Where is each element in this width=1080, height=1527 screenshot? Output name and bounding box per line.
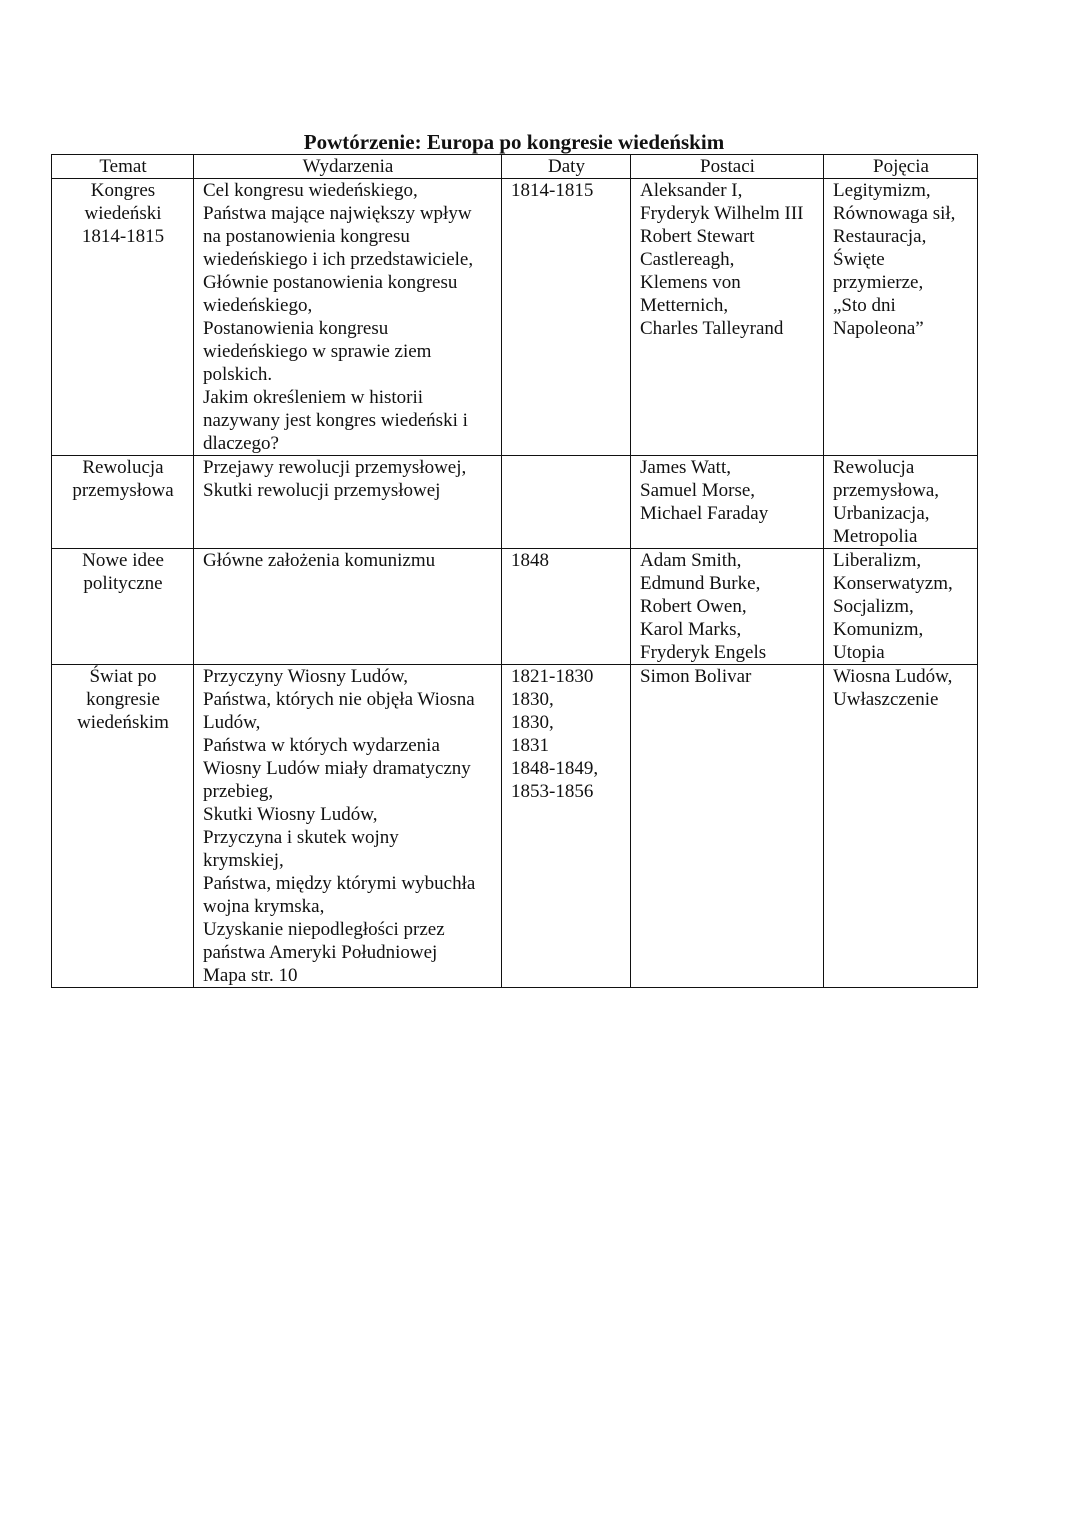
person-line: Fryderyk Engels: [640, 642, 767, 663]
event-line: krymskiej,: [203, 850, 284, 871]
events-cell: [194, 549, 502, 665]
events-cell: [194, 179, 502, 456]
concept-line: Święte: [833, 249, 885, 270]
event-line: polskich.: [203, 364, 273, 385]
people-cell: [631, 456, 824, 549]
date-line: 1848: [511, 550, 549, 571]
dates-cell: [502, 456, 631, 549]
topic-line: wiedeńskim: [77, 712, 169, 733]
event-line: przebieg,: [203, 781, 274, 802]
concept-line: Komunizm,: [833, 619, 924, 640]
date-line: 1830,: [511, 689, 554, 710]
date-line: 1848-1849,: [511, 758, 599, 779]
person-line: Michael Faraday: [640, 503, 769, 524]
event-line: dlaczego?: [203, 433, 279, 454]
event-line: Postanowienia kongresu: [203, 318, 389, 339]
event-line: Państwa, których nie objęła Wiosna: [203, 689, 475, 710]
event-line: Państwa, między którymi wybuchła: [203, 873, 476, 894]
header-topic: Temat: [52, 155, 194, 179]
person-line: Robert Owen,: [640, 596, 747, 617]
concept-line: Równowaga sił,: [833, 203, 956, 224]
event-line: Skutki rewolucji przemysłowej: [203, 480, 441, 501]
header-row: [52, 155, 978, 179]
person-line: Edmund Burke,: [640, 573, 761, 594]
event-line: wiedeńskiego i ich przedstawiciele,: [203, 249, 474, 270]
event-line: Państwa mające największy wpływ: [203, 203, 472, 224]
topic-line: Kongres: [90, 180, 156, 201]
concept-line: Rewolucja: [833, 457, 915, 478]
topic-cell: [52, 549, 194, 665]
concept-line: Liberalizm,: [833, 550, 922, 571]
person-line: James Watt,: [640, 457, 731, 478]
person-line: Samuel Morse,: [640, 480, 756, 501]
event-line: Główne założenia komunizmu: [203, 550, 436, 571]
header-concepts: Pojęcia: [824, 155, 978, 179]
topic-cell: [52, 179, 194, 456]
page-title: Powtórzenie: Europa po kongresie wiedeńskim: [303, 130, 725, 154]
dates-cell: [502, 179, 631, 456]
person-line: Charles Talleyrand: [640, 318, 784, 339]
concept-line: Wiosna Ludów,: [833, 666, 953, 687]
review-table: [51, 154, 978, 988]
event-line: Wiosny Ludów miały dramatyczny: [203, 758, 471, 779]
people-cell: [631, 549, 824, 665]
date-line: 1814-1815: [511, 180, 594, 201]
event-line: Jakim określeniem w historii: [203, 387, 424, 408]
person-line: Adam Smith,: [640, 550, 742, 571]
concept-line: Napoleona”: [833, 318, 924, 339]
concept-line: Uwłaszczenie: [833, 689, 939, 710]
event-line: Przejawy rewolucji przemysłowej,: [203, 457, 467, 478]
date-line: 1821-1830: [511, 666, 594, 687]
event-line: Głównie postanowienia kongresu: [203, 272, 458, 293]
concept-line: „Sto dni: [833, 295, 896, 316]
person-line: Metternich,: [640, 295, 729, 316]
people-cell: [631, 665, 824, 988]
concept-line: Legitymizm,: [833, 180, 931, 201]
event-line: państwa Ameryki Południowej: [203, 942, 438, 963]
event-line: Państwa w których wydarzenia: [203, 735, 440, 756]
header-dates: Daty: [502, 155, 631, 179]
concept-line: Urbanizacja,: [833, 503, 930, 524]
header-events: Wydarzenia: [194, 155, 502, 179]
concept-line: Konserwatyzm,: [833, 573, 953, 594]
date-line: 1831: [511, 735, 549, 756]
event-line: wiedeńskiego w sprawie ziem: [203, 341, 432, 362]
event-line: Mapa str. 10: [203, 965, 298, 986]
concepts-cell: [824, 456, 978, 549]
table-row: [52, 665, 978, 988]
event-line: Ludów,: [203, 712, 261, 733]
topic-line: polityczne: [83, 573, 163, 594]
events-cell: [194, 665, 502, 988]
people-cell: [631, 179, 824, 456]
topic-cell: [52, 456, 194, 549]
person-line: Robert Stewart: [640, 226, 755, 247]
event-line: Uzyskanie niepodległości przez: [203, 919, 445, 940]
event-line: Przyczyna i skutek wojny: [203, 827, 399, 848]
date-line: 1830,: [511, 712, 554, 733]
person-line: Fryderyk Wilhelm III: [640, 203, 804, 224]
person-line: Klemens von: [640, 272, 741, 293]
person-line: Aleksander I,: [640, 180, 743, 201]
header-people: Postaci: [631, 155, 824, 179]
topic-line: wiedeński: [84, 203, 162, 224]
topic-line: przemysłowa: [72, 480, 174, 501]
topic-cell: [52, 665, 194, 988]
event-line: wojna krymska,: [203, 896, 325, 917]
dates-cell: [502, 549, 631, 665]
event-line: na postanowienia kongresu: [203, 226, 410, 247]
concept-line: Utopia: [833, 642, 885, 663]
person-line: Castlereagh,: [640, 249, 735, 270]
concepts-cell: [824, 665, 978, 988]
topic-line: Świat po: [89, 666, 157, 687]
event-line: Przyczyny Wiosny Ludów,: [203, 666, 409, 687]
dates-cell: [502, 665, 631, 988]
event-line: Skutki Wiosny Ludów,: [203, 804, 378, 825]
topic-line: 1814-1815: [81, 226, 165, 247]
concept-line: przymierze,: [833, 272, 924, 293]
topic-line: kongresie: [86, 689, 160, 710]
events-cell: [194, 456, 502, 549]
event-line: wiedeńskiego,: [203, 295, 313, 316]
person-line: Simon Bolivar: [640, 666, 752, 687]
event-line: Cel kongresu wiedeńskiego,: [203, 180, 418, 201]
concepts-cell: [824, 179, 978, 456]
concept-line: Restauracja,: [833, 226, 927, 247]
concept-line: przemysłowa,: [833, 480, 940, 501]
person-line: Karol Marks,: [640, 619, 742, 640]
topic-line: Nowe idee: [82, 550, 164, 571]
topic-line: Rewolucja: [82, 457, 164, 478]
concepts-cell: [824, 549, 978, 665]
table-row: [52, 549, 978, 665]
event-line: nazywany jest kongres wiedeński i: [203, 410, 468, 431]
concept-line: Metropolia: [833, 526, 918, 547]
table-row: [52, 179, 978, 456]
concept-line: Socjalizm,: [833, 596, 914, 617]
date-line: 1853-1856: [511, 781, 594, 802]
table-row: [52, 456, 978, 549]
